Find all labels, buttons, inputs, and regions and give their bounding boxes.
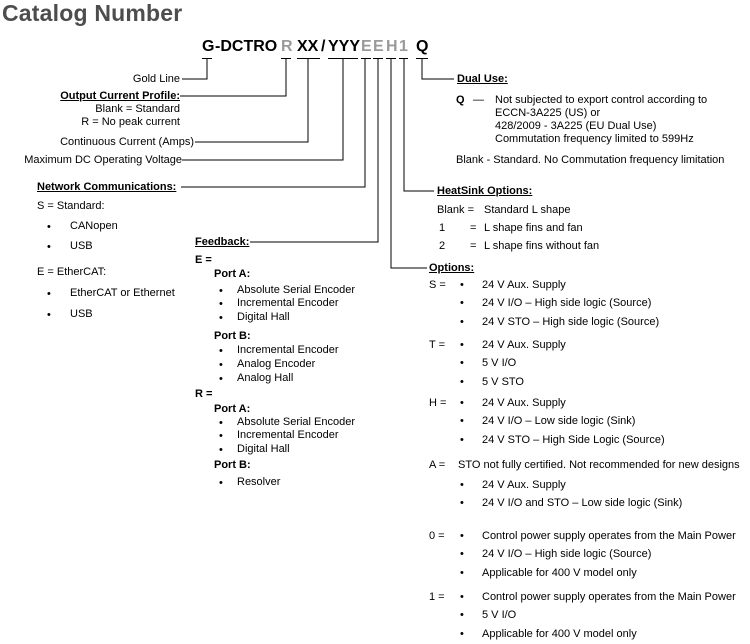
bullet: • <box>460 479 464 491</box>
feedback-e-label: E = <box>195 254 212 266</box>
bullet: • <box>219 285 223 297</box>
bullet: • <box>219 444 223 456</box>
feedback-e-port-a: Port A: <box>214 268 251 280</box>
dual-use-q-line: Commutation frequency limited to 599Hz <box>495 133 694 145</box>
feedback-item: Incremental Encoder <box>237 344 339 356</box>
feedback-item: Analog Encoder <box>237 358 316 370</box>
dual-use-q-line: ECCN-3A225 (US) or <box>495 107 601 119</box>
code-options: H <box>386 38 398 55</box>
heatsink-key: Blank = <box>437 204 474 216</box>
options-item: Applicable for 400 V model only <box>482 628 637 640</box>
options-item: 24 V I/O – Low side logic (Sink) <box>482 415 636 427</box>
bullet: • <box>460 316 464 328</box>
bullet: • <box>460 591 464 603</box>
feedback-item: Resolver <box>237 476 281 488</box>
options-item: 24 V Aux. Supply <box>482 479 566 491</box>
options-0-key: 0 = <box>429 530 445 542</box>
bullet: • <box>460 548 464 560</box>
bullet: • <box>460 415 464 427</box>
options-item: 24 V I/O – High side logic (Source) <box>482 297 652 309</box>
code-profile: R <box>281 38 293 55</box>
line-current <box>195 59 308 142</box>
options-item: 24 V STO – High side logic (Source) <box>482 316 660 328</box>
output-profile-blank: Blank = Standard <box>95 103 180 115</box>
page-title: Catalog Number <box>2 0 183 26</box>
line-voltage <box>182 59 343 160</box>
feedback-r-port-b: Port B: <box>214 459 251 471</box>
network-e-item: USB <box>70 308 93 320</box>
options-t-key: T = <box>429 339 446 351</box>
line-gold <box>182 59 207 79</box>
line-options <box>391 59 427 268</box>
bullet: • <box>460 530 464 542</box>
bullet: • <box>460 628 464 640</box>
network-s-item: CANopen <box>70 220 118 232</box>
feedback-r-port-a: Port A: <box>214 403 251 415</box>
bullet: • <box>460 339 464 351</box>
options-item: Control power supply operates from the Main Power <box>482 530 736 542</box>
dual-use-q-line: 428/2009 - 3A225 (EU Dual Use) <box>495 120 657 132</box>
network-heading: Network Communications: <box>37 181 177 193</box>
bullet: • <box>47 309 51 321</box>
feedback-item: Incremental Encoder <box>237 429 339 441</box>
feedback-item: Analog Hall <box>237 372 294 384</box>
feedback-heading: Feedback: <box>195 236 250 248</box>
options-a-key: A = <box>429 459 446 471</box>
options-item: Applicable for 400 V model only <box>482 567 637 579</box>
heatsink-text: L shape fins without fan <box>484 240 600 252</box>
bullet: • <box>219 373 223 385</box>
continuous-current-label: Continuous Current (Amps) <box>60 136 194 148</box>
options-item: 24 V Aux. Supply <box>482 397 566 409</box>
line-dual-use <box>422 59 454 79</box>
heatsink-text: Standard L shape <box>484 204 571 216</box>
options-h-key: H = <box>429 397 447 409</box>
bullet: • <box>47 221 51 233</box>
feedback-item: Absolute Serial Encoder <box>237 284 356 296</box>
network-e-label: E = EtherCAT: <box>37 266 107 278</box>
bullet: • <box>460 397 464 409</box>
code-current: XX <box>297 38 319 55</box>
feedback-e-port-b: Port B: <box>214 330 251 342</box>
options-s-key: S = <box>429 279 446 291</box>
bullet: • <box>47 241 51 253</box>
max-voltage-label: Maximum DC Operating Voltage <box>24 154 182 166</box>
code-slash: / <box>321 38 326 55</box>
heatsink-heading: HeatSink Options: <box>437 185 533 197</box>
network-s-item: USB <box>70 240 93 252</box>
options-item: Control power supply operates from the Main Power <box>482 591 736 603</box>
heatsink-eq: = <box>470 222 477 234</box>
bullet: • <box>219 359 223 371</box>
feedback-item: Digital Hall <box>237 443 290 455</box>
bullet: • <box>219 477 223 489</box>
bullet: • <box>219 345 223 357</box>
code-gold-line: G <box>202 38 215 55</box>
bullet: • <box>460 297 464 309</box>
feedback-item: Absolute Serial Encoder <box>237 416 356 428</box>
line-profile <box>180 59 286 96</box>
feedback-item: Incremental Encoder <box>237 297 339 309</box>
bullet: • <box>219 417 223 429</box>
options-item: 5 V I/O <box>482 357 517 369</box>
options-heading: Options: <box>429 262 475 274</box>
options-item: 5 V STO <box>482 376 524 388</box>
options-item: 24 V Aux. Supply <box>482 279 566 291</box>
code-feedback: E <box>373 38 384 55</box>
dual-use-q-dash: — <box>473 94 484 106</box>
heatsink-eq: = <box>470 240 477 252</box>
bullet: • <box>460 357 464 369</box>
gold-line-label: Gold Line <box>132 73 180 85</box>
code-dctro: -DCTRO <box>215 38 278 55</box>
bullet: • <box>460 497 464 509</box>
heatsink-key: 2 <box>439 240 446 252</box>
code-heatsink: 1 <box>399 38 408 55</box>
dual-use-q-key: Q <box>456 94 465 106</box>
bullet: • <box>219 312 223 324</box>
bullet: • <box>460 376 464 388</box>
options-item: 24 V Aux. Supply <box>482 339 566 351</box>
options-item: 24 V STO – High Side Logic (Source) <box>482 434 665 446</box>
heatsink-text: L shape fins and fan <box>484 222 583 234</box>
bullet: • <box>47 288 51 300</box>
bullet: • <box>460 434 464 446</box>
dual-use-blank: Blank - Standard. No Commutation frequency limitation <box>456 154 725 166</box>
dual-use-heading: Dual Use: <box>457 73 508 85</box>
bullet: • <box>219 298 223 310</box>
code-voltage: YYY <box>328 38 361 55</box>
code-network: E <box>361 38 372 55</box>
options-item: 24 V I/O – High side logic (Source) <box>482 548 652 560</box>
bullet: • <box>460 279 464 291</box>
heatsink-key: 1 <box>439 222 446 234</box>
options-item: 24 V I/O and STO – Low side logic (Sink) <box>482 497 683 509</box>
feedback-r-label: R = <box>195 388 213 400</box>
bullet: • <box>219 430 223 442</box>
bullet: • <box>460 609 464 621</box>
line-feedback <box>250 59 378 242</box>
output-profile-r: R = No peak current <box>81 116 180 128</box>
options-1-key: 1 = <box>429 591 445 603</box>
feedback-item: Digital Hall <box>237 311 290 323</box>
network-s-label: S = Standard: <box>37 200 105 212</box>
dual-use-q-line: Not subjected to export control according to <box>495 94 708 106</box>
bullet: • <box>460 567 464 579</box>
code-dual-use: Q <box>416 38 429 55</box>
options-a-text: STO not fully certified. Not recommended for new designs <box>458 459 740 471</box>
line-network <box>181 59 365 187</box>
options-item: 5 V I/O <box>482 609 517 621</box>
output-profile-heading: Output Current Profile: <box>60 90 180 102</box>
network-e-item: EtherCAT or Ethernet <box>70 287 175 299</box>
